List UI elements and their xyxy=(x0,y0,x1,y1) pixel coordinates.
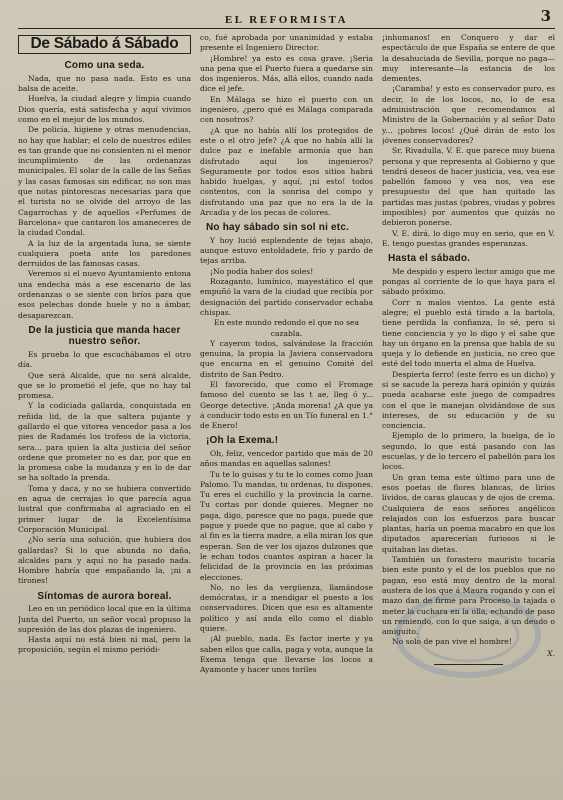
paragraph: ¡Caramba! y esto es conservador puro, es decir, lo de los locos, no, lo de esa administración que recomendamos al Ministro de la Gobernación y al señor Dato y... ¡pobres locos! ¿Qué dirán de esto los jóvenes conservadores? xyxy=(382,84,555,145)
paragraph: Y cayeron todos, salvándose la fracción genuina, la propia la Javiera conservadora que encarna en el genuino Comité del distrito de San Pedro. xyxy=(200,338,373,379)
subsection-title: De la justicia que manda hacer nuestro señor. xyxy=(28,324,181,348)
paragraph: Un gran tema este último para uno de esos poetas de flores blancas, de lirios lívidos, de caras glaucas y de ojos de crema. Cualquiera de esos señores angélicos relajados con los esfuerzos para buscar plantas, haría un poema macabro en que los diputados aparecerían furiosos si le quitaban las dietas. xyxy=(382,472,555,554)
subsection-title: Como una seda. xyxy=(64,60,145,72)
paragraph: ¡Hombre! ya esto es cosa grave. ¡Seria una pena que el Puerto fuera a quedarse sin dos ingenieros. Más, allá ellos, cuando nada dice el jefe. xyxy=(200,53,373,94)
paragraph: El favorecido, que como el Fromage famoso del cuento se las t ae, lleg ó y... George detective. ¡Anda morena! ¿A que ya á conducir todo esto en un Tío funeral en 1.° de Enero! xyxy=(200,380,373,431)
paragraph: ¡inhumanos! en Conquero y dar el espectáculo de que España se entere de que la desahuciada de Sevilla, porque no paga—muy interesante—la estancia de los dementes. xyxy=(382,33,555,84)
subsection-title: ¡Oh la Exema.! xyxy=(206,435,279,447)
subsection-title: No hay sábado sin sol ni etc. xyxy=(206,222,350,234)
subsection-title: Síntomas de aurora boreal. xyxy=(37,590,172,602)
paragraph: Oh, feliz, vencedor partido que más de 20 años mandas en aquellas salones! xyxy=(200,448,373,469)
paragraph: ¡Al pueblo, nada. Es factor inerte y ya saben ellos que calla, paga y vota, aunque la Exema tenga que llevarse los locos a Ayamonte y hacer unos toriles xyxy=(200,634,373,675)
paragraph: De policía, higiene y otras menudencias, no hay que hablar; el celo de nuestros ediles es tan grande que no consienten ni el menor incumplimiento de las ordenanzas municipales. El solar de la calle de las Señas y las casas famosas sin edificar, no son mas que notas pintorescas necesarias para que el turista no se olvide del arroyo de las Cagarrochas y de aquellos «Perfumes de Barcelona» que cantaron los amaneceres de la ciudad Condal. xyxy=(18,125,191,238)
column-1 xyxy=(18,33,191,797)
paragraph: En este mundo redondo el que no sea cazabla. xyxy=(213,318,360,338)
paragraph: co, fué aprobada por unanimidad y estaba presente el Ingeniero Director. xyxy=(200,33,373,53)
paragraph: Veremos si el nuevo Ayuntamiento entona una endecha más a ese escenario de las ordenanzas o se siente con bríos para que esos pelechas donde huele y no a ámbar, desaparezcan. xyxy=(18,269,191,320)
column-2 xyxy=(200,33,373,797)
running-header xyxy=(18,8,555,29)
paragraph: Tu te lo guisas y tu te lo comes como Juan Palomo. Tu mandas, tu ordenas, tu dispones. Tu eres el cuchillo y la provincia la carne. Tu cortas por donde quieres. Megner no paga, digo, paresce que no paga, puede que pague y puede que no pague, que al cabo y al fin es la tierra madre, a ella miran los que esperan. Son de ver los ojazos dulzones que le echan todos cuantos aspiran a hacer la felicidad de la provincia en las próximas elecciones. xyxy=(200,469,373,582)
column-3 xyxy=(382,33,555,797)
paragraph: ¿A que no había allí los protegidos de este o el otro jefe? ¿A que no había allí la dulce paz e inefable armonía que han disfrutado aquí los ingenieros? Seguramente por todos esos sitios habrá habido huelgas, y aquí, ¡ni esto! todos contentos, con la sonrisa del compo y disfrutando una paz que no era la de la Arcadia y de los pecas de colores. xyxy=(200,125,373,218)
divider xyxy=(434,664,503,665)
paragraph: Huelva, la ciudad alegre y limpia cuando Dios quería, está satisfecha y aquí vivimos como en el mejor de los mundos. xyxy=(18,94,191,124)
paragraph: Leo en un periódico local que en la última Junta del Puerto, un señor vocal propuso la supresión de las dos plazas de ingeniero. xyxy=(18,604,191,634)
paragraph: Toma y daca, y no se hubiera convertido en agua de cerrajas lo que parecía agua lustral que confirmaba al agraciado en el primer lugar de la Excelentísima Corporación Municipal. xyxy=(18,483,191,534)
paragraph: Nada, que no pasa nada. Esto es una balsa de aceite. xyxy=(18,73,191,94)
paragraph: Despierta ferro! (este ferro es un dicho) y si se sacude la pereza hará opinión y quizás pueda acabarse este juego de compadres con el que le manejan olvidándose de sus intereses, de su educación y de su conciencia. xyxy=(382,369,555,431)
paragraph: Y hoy lució esplendente de tejas abajo, aunque estuvo entoldadete, frío y pardo de tejas arriba. xyxy=(200,235,373,266)
paragraph: Sr. Rivadulla, V. E. que parece muy buena persona y que representa al Gobierno y que tendrá deseos de hacer justicia, vea, vea ese pabellón famoso y vea nos, vea ese presupuesto del que han quitado las partidas mas justas (pobres, viudas y pobres imposibles) por aumentos que quizás no debieron ponerse. xyxy=(382,146,555,228)
paragraph: No solo de pan vive el hombre! xyxy=(392,637,512,647)
paragraph: V. E. dirá, lo digo muy en serio, que en V. E. tengo puestas grandes esperanzas. xyxy=(382,228,555,248)
paragraph: Corr n malos vientos. La gente está alegre; el pueblo está tirado a la bartola, tiene perdida la confianza, lo sé, pero si tiene conciencia y yo lo digo y el sabe que hay un órgano en la prensa que habla de su queja y lo defiende en justicia, no creo que esté del todo muerta el alma de Huelva. xyxy=(382,297,555,369)
paragraph: A la luz de la argentada luna, se siente cualquiera poeta ante los paredones derruidos de las famosas casas. xyxy=(18,238,191,269)
section-headline: De Sábado á Sábado xyxy=(18,35,191,54)
paragraph: Rozaganto, lumínico, mayestático el que empuñó la vara de la ciudad que recibía por designación del partido conservador echaba chispas. xyxy=(200,277,373,317)
paragraph: Hasta aquí no está bien ni mal, pero la proposición, según el mismo periódi- xyxy=(18,635,191,655)
subsection-title: Hasta el sábado. xyxy=(388,253,471,265)
paragraph: En Málaga se hizo el puerto con un ingeniero, ¿pero qué es Málaga comparada con nosotros? xyxy=(200,94,373,125)
paragraph: Ejemplo de lo primero, la huelga, de lo segundo, lo que está pasando con las escuelas, y de lo tercero el pabellón para los locos. xyxy=(382,431,555,472)
paragraph: Y la codiciada gallarda, conquistada en reñida lid, de la que saltera pujante y gallardo el que vitorea vencedor pasa a los pies de Radamés los trofeos de la victoria, sera... para quien la alta justicia del señor ordene que prometer no es dar, por que en la promesa cabe la mudanza y en lo de dar se ha soltado la prenda. xyxy=(18,401,191,483)
author-signature: X. xyxy=(547,648,555,658)
paragraph: Me despido y espero lector amigo que me pongas al corriente de lo que haya para el sábado próximo. xyxy=(382,266,555,297)
article-columns xyxy=(18,33,555,797)
newspaper-title: EL REFORMISTA xyxy=(224,14,349,26)
paragraph: También un forastero mauristo tocaría bien este punto y el de los pueblos que no pagan, eso está muy dentro de la moral austera de los que á Maura rogando y con el mazo dan de firme para Proceso la tajada o meter la cuchara en la olla, echando de paso un remiendo, con lo que saiga, a un deudo o amiguito. xyxy=(382,555,555,637)
paragraph: Que será Alcalde, que no será alcalde, que se lo prometió el jefe, que no hay tal promesa. xyxy=(18,370,191,401)
paragraph: ¡No podía haber dos soles! xyxy=(210,266,314,276)
paragraph: ¿No sería una solución, que hubiera dos gallardas? Si lo que abunda no daña, alcaldes para y aquí no ha pasado nada. Hombre habría que empañando la, ¡ni a tirones! xyxy=(18,535,191,586)
paragraph: Es prueba lo que escuchábamos el otro día. xyxy=(18,349,191,370)
paragraph: No, no les da vergüenza, llamándose demócratas, ir a mendigar el puesto a los conservadores. Dicen que eso es altamente político y así anda ello como el diablo quiere. xyxy=(200,582,373,634)
page-number: 3 xyxy=(540,7,551,25)
